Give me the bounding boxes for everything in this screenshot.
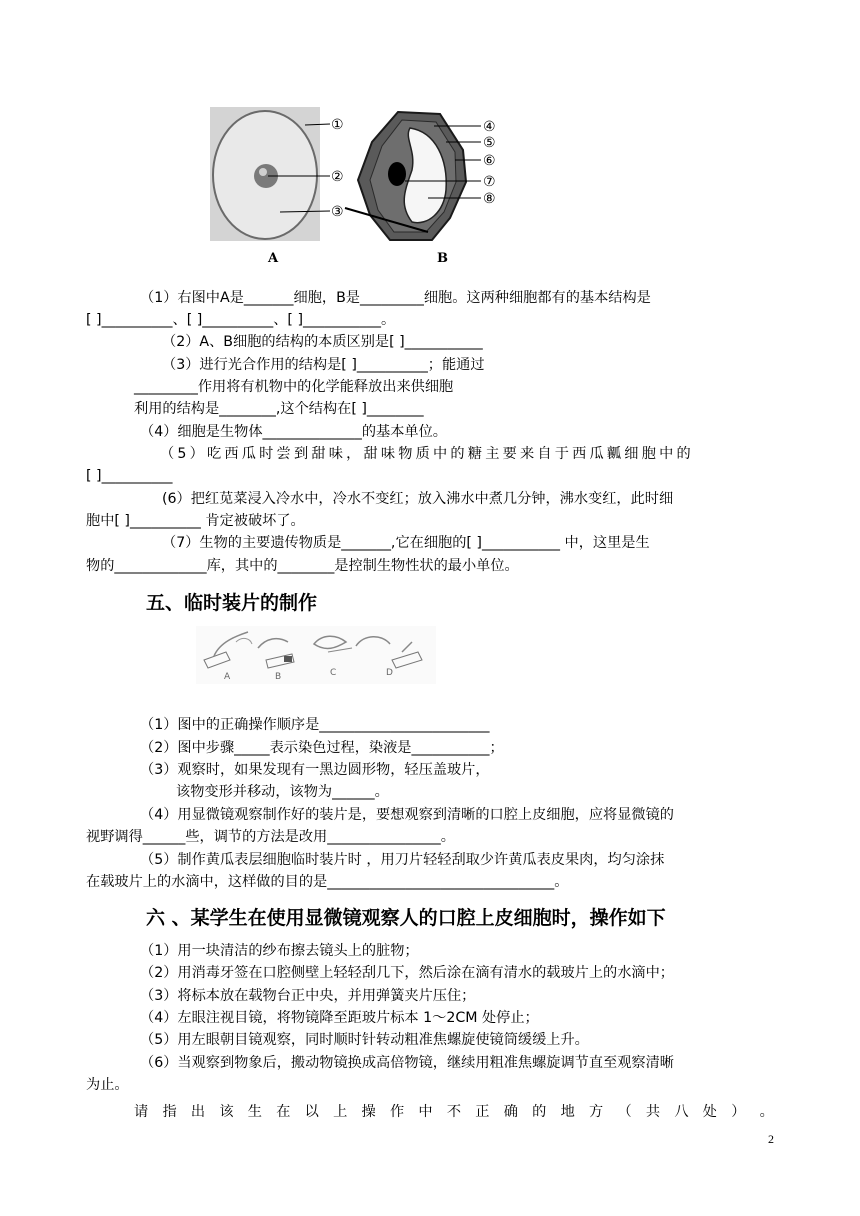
marker-4: ④ [483,119,496,135]
s5-q1-line: （1）图中的正确操作顺序是________________________ [140,717,490,733]
plant-cell-figure [345,107,496,266]
q5-line-1: （5）吃西瓜时尝到甜味，甜味物质中的糖主要来自于西瓜瓤细胞中的 [160,446,694,462]
q6-line-2: 胞中[ ]__________ 肯定被破坏了。 [86,513,305,529]
marker-6: ⑥ [483,153,496,169]
final-char: 八 [674,1104,689,1120]
marker-3: ③ [331,204,344,220]
slide-preparation-figure [196,626,436,684]
s5-q4-line-2: 视野调得______些，调节的方法是改用________________。 [86,829,455,845]
marker-1: ① [331,117,344,133]
marker-8: ⑧ [483,191,496,207]
q3-line-2: _________作用将有机物中的化学能释放出来供细胞 [134,379,454,395]
step-label-b: B [275,672,282,682]
q5-line-2: [ ]__________ [86,468,173,484]
q6-line-1: (6）把红苋菜浸入冷水中，冷水不变红；放入沸水中煮几分钟，沸水变红，此时细 [162,491,674,507]
q2-line: （2）A、B细胞的结构的本质区别是[ ]___________ [162,334,483,350]
final-char: 上 [333,1104,348,1120]
final-char: 正 [475,1104,490,1120]
final-char: 请 [134,1104,149,1120]
s6-step-2: （2）用消毒牙签在口腔侧壁上轻轻刮几下，然后涂在滴有清水的载玻片上的水滴中； [140,965,674,981]
step-label-c: C [330,668,337,678]
q3-line-3: 利用的结构是________,这个结构在[ ]________ [134,401,424,417]
figure-label-a: A [268,251,279,266]
final-char: 操 [361,1104,376,1120]
final-char: 出 [190,1104,206,1120]
s5-q5-line-1: （5）制作黄瓜表层细胞临时装片时 ，用刀片轻轻刮取少许黄瓜表皮果肉，均匀涂抹 [140,852,665,868]
s6-step-5: （5）用左眼朝目镜观察，同时顺时针转动粗准焦螺旋使镜筒缓缓上升。 [140,1032,589,1048]
s6-final-instruction [134,1102,774,1122]
s5-q3-line-1: （3）观察时，如果发现有一黑边圆形物，轻压盖玻片， [140,762,490,778]
s6-step-6-line-2: 为止。 [86,1077,129,1093]
cell-diagrams [0,0,860,270]
final-char: 地 [560,1104,575,1120]
section5-heading: 五、临时装片的制作 [146,592,318,614]
marker-2: ② [331,169,344,185]
s6-step-3: （3）将标本放在载物台正中央，并用弹簧夹片压住； [140,988,476,1004]
final-char: 。 [759,1104,774,1120]
animal-cell-figure [210,107,344,266]
q3-line-1: （3）进行光合作用的结构是[ ]__________；能通过 [162,357,485,373]
q4-line: （4）细胞是生物体______________的基本单位。 [140,424,447,440]
final-char: 确 [503,1104,518,1120]
step-label-d: D [386,668,393,678]
final-char: 处 [702,1104,717,1120]
final-char: ） [731,1104,746,1120]
s5-q5-line-2: 在载玻片上的水滴中，这样做的目的是________________________________。 [86,874,569,890]
s6-step-6-line-1: （6）当观察到物象后，搬动物镜换成高倍物镜，继续用粗准焦螺旋调节直至观察清晰 [140,1055,674,1071]
s6-step-1: （1）用一块清洁的纱布擦去镜头上的脏物； [140,943,419,959]
page-number: 2 [768,1132,774,1146]
marker-7: ⑦ [483,174,496,190]
s5-q3-line-2: 该物变形并移动，该物为______。 [176,784,389,800]
final-char: 中 [418,1104,433,1120]
section6-heading: 六 、某学生在使用显微镜观察人的口腔上皮细胞时，操作如下 [146,907,666,929]
s5-q2-line: （2）图中步骤_____表示染色过程，染液是___________； [140,740,504,756]
final-char: 以 [304,1104,319,1120]
final-char: 在 [276,1104,291,1120]
figure-label-b: B [437,251,448,266]
final-char: 作 [389,1104,405,1120]
q7-line-1: （7）生物的主要遗传物质是_______,它在细胞的[ ]___________ 中，这里是生 [162,535,650,551]
s5-q4-line-1: （4）用显微镜观察制作好的装片是，要想观察到清晰的口腔上皮细胞，应将显微镜的 [140,807,674,823]
final-char: 不 [446,1104,462,1120]
final-char: 方 [589,1104,604,1120]
marker-5: ⑤ [483,135,496,151]
final-char: 该 [219,1104,234,1120]
final-char: 的 [532,1104,547,1120]
q7-line-2: 物的_____________库，其中的________是控制生物性状的最小单位。 [86,558,519,574]
s6-step-4: （4）左眼注视目镜，将物镜降至距玻片标本 1～2CM 处停止； [140,1010,539,1026]
step-label-a: A [224,672,231,682]
q1-line-2: [ ]__________、[ ]__________、[ ]___________。 [86,312,396,328]
final-char: 生 [247,1104,262,1120]
final-char: 指 [162,1104,177,1120]
final-char: 共 [645,1104,661,1120]
final-char: （ [617,1104,632,1120]
q1-line-1: （1）右图中A是_______细胞，B是_________细胞。这两种细胞都有的基本结构是 [140,290,651,306]
